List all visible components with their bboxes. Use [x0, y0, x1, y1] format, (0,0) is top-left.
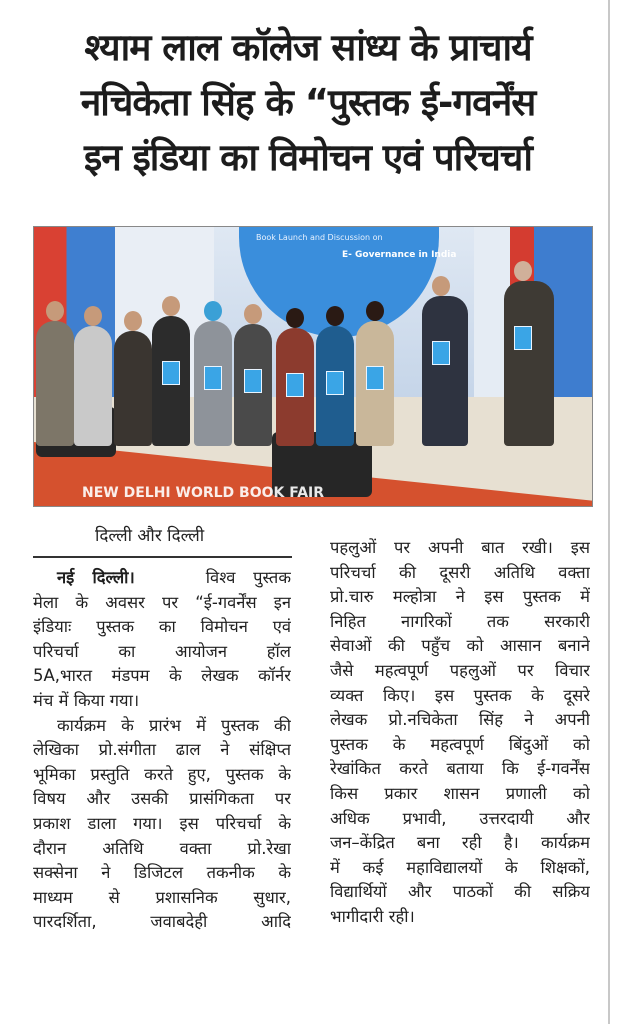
- dateline: नई दिल्ली।: [57, 568, 135, 587]
- article-line: परिचर्चा की दूसरी अतिथि वक्ता: [330, 562, 590, 582]
- event-photo: [33, 226, 593, 507]
- section-rule: [33, 556, 292, 558]
- person-7: [276, 328, 314, 446]
- article-line: कार्यक्रम के प्रारंभ में पुस्तक की: [57, 715, 291, 735]
- article-line: भागीदारी रही।: [330, 906, 415, 926]
- person-5: [194, 321, 232, 446]
- article-line: विद्यार्थियों और पाठकों की सक्रिय: [330, 882, 590, 902]
- article-line: परिचर्चा का आयोजन हॉल: [33, 641, 291, 661]
- article-line: सक्सेना ने डिजिटल तकनीक के: [33, 863, 291, 883]
- article-line: मंच में किया गया।: [33, 690, 140, 710]
- article-line: विषय और उसकी प्रासंगिकता पर: [33, 789, 291, 809]
- person-8: [316, 326, 354, 446]
- article-line: पुस्तक के महत्वपूर्ण बिंदुओं को: [330, 734, 590, 754]
- book-icon: [244, 369, 262, 393]
- person-1: [36, 321, 74, 446]
- article-line: पारदर्शिता, जवाबदेही आदि: [33, 912, 291, 932]
- banner-book-title: E- Governance in India: [342, 250, 457, 260]
- article-line: किस प्रकार शासन प्रणाली को: [330, 783, 590, 803]
- person-9: [356, 321, 394, 446]
- article-line: प्रकाश डाला गया। इस परिचर्चा के: [33, 813, 291, 833]
- article-line: इंडियाः पुस्तक का विमोचन एवं: [33, 617, 291, 637]
- article-line: 5A,भारत मंडपम के लेखक कॉर्नर: [33, 666, 291, 686]
- article-line: निहित नागरिकों तक सरकारी: [330, 611, 590, 631]
- article-line: मेला के अवसर पर “ई-गवर्नेंस इन: [33, 592, 291, 612]
- article-line: व्यक्त किए। इस पुस्तक के दूसरे: [330, 685, 590, 705]
- book-icon: [366, 366, 384, 390]
- person-4: [152, 316, 190, 446]
- book-icon: [326, 371, 344, 395]
- article-line: लेखक प्रो.नचिकेता सिंह ने अपनी: [330, 710, 590, 730]
- person-11: [504, 281, 554, 446]
- person-2: [74, 326, 112, 446]
- book-icon: [204, 366, 222, 390]
- article-line: प्रो.चारु मल्होत्रा ने इस पुस्तक में: [330, 587, 590, 607]
- headline-line-3: इन इंडिया का विमोचन एवं परिचर्चा: [84, 136, 532, 179]
- article-line: सेवाओं की पहुँच को आसान बनाने: [330, 636, 590, 656]
- book-icon: [514, 326, 532, 350]
- article-line: में कई महाविद्यालयों के शिक्षकों,: [330, 857, 590, 877]
- headline-line-1: श्याम लाल कॉलेज सांध्य के प्राचार्य: [84, 26, 532, 69]
- article-line: लेखिका प्रो.संगीता ढाल ने संक्षिप्त: [33, 740, 291, 760]
- article-line: अधिक प्रभावी, उत्तरदायी और: [330, 808, 590, 828]
- article-line: पहलुओं पर अपनी बात रखी। इस: [330, 538, 590, 557]
- article-line: माध्यम से प्रशासनिक सुधार,: [33, 887, 291, 907]
- book-icon: [162, 361, 180, 385]
- person-3: [114, 331, 152, 446]
- person-10: [422, 296, 468, 446]
- article-line: जैसे महत्वपूर्ण पहलुओं पर विचार: [330, 660, 590, 680]
- article-line: रेखांकित करते बताया कि ई-गवर्नेंस: [330, 759, 590, 779]
- column-divider-line: [608, 0, 610, 1024]
- book-icon: [432, 341, 450, 365]
- article-line: जन–केंद्रित बना रही है। कार्यक्रम: [330, 833, 590, 853]
- banner-title: Book Launch and Discussion on: [256, 233, 383, 242]
- book-icon: [286, 373, 304, 397]
- article-line: भूमिका प्रस्तुति करते हुए, पुस्तक के: [33, 764, 291, 784]
- headline: [18, 20, 598, 185]
- article-line: दौरान अतिथि वक्ता प्रो.रेखा: [33, 838, 291, 858]
- headline-line-2: नचिकेता सिंह के “पुस्तक ई-गवर्नेंस: [80, 81, 536, 124]
- article-line: नई दिल्ली। विश्व पुस्तक: [57, 568, 291, 587]
- person-6: [234, 324, 272, 446]
- article-column-left: [33, 566, 291, 935]
- book-fair-logo: NEW DELHI WORLD BOOK FAIR: [82, 485, 325, 501]
- article-column-right: [330, 536, 590, 930]
- section-label: दिल्ली और दिल्ली: [95, 526, 205, 546]
